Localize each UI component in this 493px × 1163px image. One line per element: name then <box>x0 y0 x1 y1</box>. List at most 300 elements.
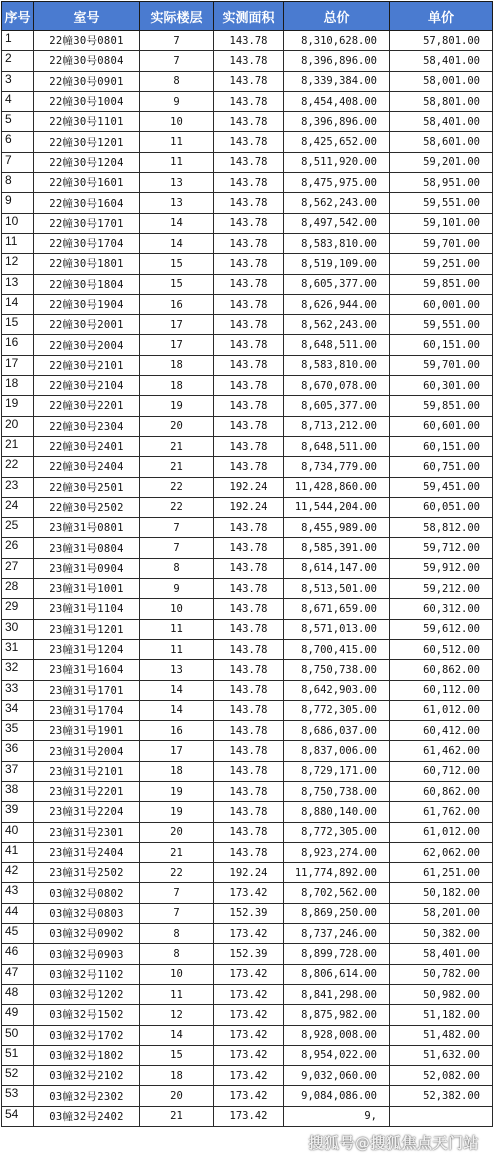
cell-floor: 14 <box>140 680 214 700</box>
cell-area: 143.78 <box>214 599 284 619</box>
table-row <box>2 903 493 923</box>
table-row <box>2 376 493 396</box>
cell-unit: 22幢30号0804 <box>34 51 140 71</box>
header-seq: 序号 <box>2 2 34 31</box>
cell-total-price: 8,686,037.00 <box>284 721 390 741</box>
cell-total-price: 11,774,892.00 <box>284 863 390 883</box>
cell-unit: 23幢31号1204 <box>34 639 140 659</box>
table-row <box>2 1025 493 1045</box>
cell-seq: 51 <box>2 1045 34 1065</box>
table-row <box>2 822 493 842</box>
cell-area: 143.78 <box>214 558 284 578</box>
cell-seq: 41 <box>2 842 34 862</box>
cell-floor: 8 <box>140 558 214 578</box>
cell-unit-price: 59,612.00 <box>390 619 493 639</box>
cell-total-price: 8,750,738.00 <box>284 781 390 801</box>
cell-unit-price: 59,851.00 <box>390 274 493 294</box>
cell-seq: 25 <box>2 518 34 538</box>
cell-area: 143.78 <box>214 213 284 233</box>
cell-unit-price: 58,951.00 <box>390 173 493 193</box>
cell-seq: 20 <box>2 416 34 436</box>
cell-unit-price: 59,701.00 <box>390 355 493 375</box>
cell-total-price: 8,585,391.00 <box>284 538 390 558</box>
cell-unit: 22幢30号1801 <box>34 254 140 274</box>
cell-total-price: 8,772,305.00 <box>284 700 390 720</box>
cell-floor: 13 <box>140 173 214 193</box>
cell-unit-price: 58,401.00 <box>390 944 493 964</box>
cell-area: 143.78 <box>214 639 284 659</box>
cell-unit-price: 62,062.00 <box>390 842 493 862</box>
cell-floor: 20 <box>140 1086 214 1106</box>
table-row <box>2 538 493 558</box>
cell-unit: 22幢30号2101 <box>34 355 140 375</box>
table-row <box>2 802 493 822</box>
cell-unit: 22幢30号1701 <box>34 213 140 233</box>
cell-total-price: 8,583,810.00 <box>284 355 390 375</box>
cell-unit: 22幢30号2502 <box>34 497 140 517</box>
cell-area: 143.78 <box>214 842 284 862</box>
cell-area: 143.78 <box>214 233 284 253</box>
cell-unit: 23幢31号1104 <box>34 599 140 619</box>
cell-unit: 22幢30号1904 <box>34 294 140 314</box>
cell-unit-price: 61,762.00 <box>390 802 493 822</box>
cell-floor: 15 <box>140 274 214 294</box>
cell-total-price: 8,454,408.00 <box>284 91 390 111</box>
cell-seq: 31 <box>2 639 34 659</box>
watermark: 搜狐号@搜狐焦点天门站 <box>308 1134 479 1152</box>
cell-area: 143.78 <box>214 254 284 274</box>
cell-unit-price: 59,912.00 <box>390 558 493 578</box>
table-row <box>2 660 493 680</box>
cell-seq: 54 <box>2 1106 34 1126</box>
cell-seq: 13 <box>2 274 34 294</box>
cell-unit-price: 59,251.00 <box>390 254 493 274</box>
cell-unit-price: 60,312.00 <box>390 599 493 619</box>
cell-area: 143.78 <box>214 721 284 741</box>
cell-unit: 03幢32号1702 <box>34 1025 140 1045</box>
cell-unit: 03幢32号1202 <box>34 984 140 1004</box>
cell-unit: 23幢31号1604 <box>34 660 140 680</box>
cell-unit-price: 59,551.00 <box>390 193 493 213</box>
cell-unit-price: 59,701.00 <box>390 233 493 253</box>
cell-floor: 18 <box>140 355 214 375</box>
cell-seq: 28 <box>2 579 34 599</box>
header-row <box>2 2 493 31</box>
cell-floor: 22 <box>140 863 214 883</box>
cell-floor: 16 <box>140 294 214 314</box>
cell-total-price: 8,497,542.00 <box>284 213 390 233</box>
cell-floor: 18 <box>140 761 214 781</box>
cell-total-price: 9,032,060.00 <box>284 1066 390 1086</box>
cell-unit-price: 58,401.00 <box>390 112 493 132</box>
cell-area: 143.78 <box>214 781 284 801</box>
table-row <box>2 721 493 741</box>
cell-floor: 18 <box>140 1066 214 1086</box>
cell-seq: 47 <box>2 964 34 984</box>
cell-floor: 14 <box>140 233 214 253</box>
cell-unit-price: 59,212.00 <box>390 579 493 599</box>
cell-seq: 34 <box>2 700 34 720</box>
cell-floor: 22 <box>140 477 214 497</box>
header-total-price: 总价 <box>284 2 390 31</box>
cell-total-price: 8,571,013.00 <box>284 619 390 639</box>
cell-unit: 23幢31号2201 <box>34 781 140 801</box>
table-row <box>2 416 493 436</box>
cell-floor: 22 <box>140 497 214 517</box>
cell-unit-price: 58,001.00 <box>390 71 493 91</box>
table-row <box>2 436 493 456</box>
cell-unit: 22幢30号2001 <box>34 315 140 335</box>
cell-floor: 7 <box>140 51 214 71</box>
cell-seq: 44 <box>2 903 34 923</box>
cell-unit-price: 59,712.00 <box>390 538 493 558</box>
cell-unit: 23幢31号2004 <box>34 741 140 761</box>
cell-unit: 22幢30号2004 <box>34 335 140 355</box>
cell-area: 143.78 <box>214 822 284 842</box>
cell-unit-price: 58,201.00 <box>390 903 493 923</box>
cell-unit: 03幢32号0802 <box>34 883 140 903</box>
cell-unit: 03幢32号1102 <box>34 964 140 984</box>
cell-unit-price: 60,112.00 <box>390 680 493 700</box>
cell-area: 143.78 <box>214 376 284 396</box>
cell-area: 143.78 <box>214 274 284 294</box>
cell-unit-price: 60,301.00 <box>390 376 493 396</box>
cell-unit-price: 52,082.00 <box>390 1066 493 1086</box>
cell-unit: 03幢32号2102 <box>34 1066 140 1086</box>
header-area: 实测面积 <box>214 2 284 31</box>
cell-seq: 9 <box>2 193 34 213</box>
cell-area: 173.42 <box>214 984 284 1004</box>
table-row <box>2 599 493 619</box>
cell-unit: 23幢31号2101 <box>34 761 140 781</box>
cell-unit-price: 60,001.00 <box>390 294 493 314</box>
cell-seq: 40 <box>2 822 34 842</box>
cell-unit-price: 58,601.00 <box>390 132 493 152</box>
cell-seq: 26 <box>2 538 34 558</box>
cell-total-price: 8,626,944.00 <box>284 294 390 314</box>
table-row <box>2 1086 493 1106</box>
cell-seq: 22 <box>2 457 34 477</box>
header-floor: 实际楼层 <box>140 2 214 31</box>
cell-seq: 8 <box>2 173 34 193</box>
cell-total-price: 8,869,250.00 <box>284 903 390 923</box>
table-row <box>2 497 493 517</box>
cell-floor: 13 <box>140 193 214 213</box>
cell-seq: 18 <box>2 376 34 396</box>
cell-total-price: 11,544,204.00 <box>284 497 390 517</box>
cell-unit-price: 60,151.00 <box>390 335 493 355</box>
table-row <box>2 112 493 132</box>
cell-unit-price: 52,382.00 <box>390 1086 493 1106</box>
table-row <box>2 173 493 193</box>
cell-total-price: 8,729,171.00 <box>284 761 390 781</box>
cell-floor: 8 <box>140 71 214 91</box>
cell-area: 143.78 <box>214 457 284 477</box>
cell-area: 143.78 <box>214 761 284 781</box>
cell-seq: 7 <box>2 152 34 172</box>
cell-unit-price: 60,862.00 <box>390 660 493 680</box>
cell-seq: 36 <box>2 741 34 761</box>
table-row <box>2 152 493 172</box>
header-unit-price: 单价 <box>390 2 493 31</box>
cell-floor: 7 <box>140 518 214 538</box>
cell-unit-price: 51,482.00 <box>390 1025 493 1045</box>
cell-total-price: 8,923,274.00 <box>284 842 390 862</box>
cell-unit-price: 61,251.00 <box>390 863 493 883</box>
cell-total-price: 8,519,109.00 <box>284 254 390 274</box>
cell-total-price: 8,928,008.00 <box>284 1025 390 1045</box>
cell-unit: 03幢32号0903 <box>34 944 140 964</box>
cell-area: 152.39 <box>214 903 284 923</box>
cell-unit: 22幢30号0801 <box>34 31 140 51</box>
cell-area: 173.42 <box>214 1086 284 1106</box>
cell-floor: 7 <box>140 31 214 51</box>
table-row <box>2 31 493 51</box>
cell-floor: 10 <box>140 964 214 984</box>
cell-unit-price: 60,151.00 <box>390 436 493 456</box>
cell-floor: 20 <box>140 416 214 436</box>
cell-seq: 14 <box>2 294 34 314</box>
cell-seq: 11 <box>2 233 34 253</box>
table-row <box>2 193 493 213</box>
cell-unit-price: 58,801.00 <box>390 91 493 111</box>
cell-area: 173.42 <box>214 1045 284 1065</box>
table-row <box>2 315 493 335</box>
cell-unit: 23幢31号1001 <box>34 579 140 599</box>
cell-unit-price: 60,712.00 <box>390 761 493 781</box>
table-row <box>2 396 493 416</box>
cell-total-price: 8,806,614.00 <box>284 964 390 984</box>
cell-total-price: 8,605,377.00 <box>284 396 390 416</box>
cell-unit: 03幢32号2302 <box>34 1086 140 1106</box>
cell-floor: 11 <box>140 619 214 639</box>
cell-total-price: 8,648,511.00 <box>284 335 390 355</box>
cell-total-price: 8,671,659.00 <box>284 599 390 619</box>
cell-unit: 03幢32号2402 <box>34 1106 140 1126</box>
cell-floor: 11 <box>140 132 214 152</box>
cell-seq: 19 <box>2 396 34 416</box>
cell-seq: 2 <box>2 51 34 71</box>
cell-total-price: 8,396,896.00 <box>284 51 390 71</box>
cell-area: 143.78 <box>214 51 284 71</box>
header-unit: 室号 <box>34 2 140 31</box>
cell-total-price: 8,880,140.00 <box>284 802 390 822</box>
cell-seq: 52 <box>2 1066 34 1086</box>
table-row <box>2 741 493 761</box>
table-row <box>2 639 493 659</box>
cell-seq: 45 <box>2 924 34 944</box>
cell-unit: 22幢30号1204 <box>34 152 140 172</box>
cell-area: 143.78 <box>214 173 284 193</box>
cell-unit: 23幢31号1704 <box>34 700 140 720</box>
cell-unit: 22幢30号2104 <box>34 376 140 396</box>
cell-seq: 32 <box>2 660 34 680</box>
cell-unit-price: 60,412.00 <box>390 721 493 741</box>
cell-floor: 19 <box>140 396 214 416</box>
cell-area: 173.42 <box>214 924 284 944</box>
cell-unit: 22幢30号2304 <box>34 416 140 436</box>
cell-area: 143.78 <box>214 802 284 822</box>
cell-seq: 10 <box>2 213 34 233</box>
cell-total-price: 8,700,415.00 <box>284 639 390 659</box>
cell-unit: 23幢31号0801 <box>34 518 140 538</box>
cell-unit: 23幢31号0804 <box>34 538 140 558</box>
cell-unit: 23幢31号2502 <box>34 863 140 883</box>
cell-total-price: 8,750,738.00 <box>284 660 390 680</box>
cell-floor: 14 <box>140 700 214 720</box>
cell-unit-price: 51,182.00 <box>390 1005 493 1025</box>
cell-seq: 35 <box>2 721 34 741</box>
cell-seq: 17 <box>2 355 34 375</box>
cell-unit-price: 61,012.00 <box>390 700 493 720</box>
table-row <box>2 680 493 700</box>
cell-area: 143.78 <box>214 619 284 639</box>
cell-unit-price: 61,462.00 <box>390 741 493 761</box>
cell-floor: 14 <box>140 1025 214 1045</box>
cell-unit-price: 57,801.00 <box>390 31 493 51</box>
table-row <box>2 700 493 720</box>
cell-total-price: 8,475,975.00 <box>284 173 390 193</box>
cell-total-price: 8,670,078.00 <box>284 376 390 396</box>
table-row <box>2 984 493 1004</box>
cell-seq: 15 <box>2 315 34 335</box>
cell-area: 192.24 <box>214 863 284 883</box>
cell-unit: 23幢31号1201 <box>34 619 140 639</box>
cell-area: 143.78 <box>214 335 284 355</box>
cell-unit-price <box>390 1106 493 1126</box>
cell-total-price: 8,511,920.00 <box>284 152 390 172</box>
cell-unit: 22幢30号0901 <box>34 71 140 91</box>
cell-total-price: 8,737,246.00 <box>284 924 390 944</box>
table-row <box>2 132 493 152</box>
cell-area: 143.78 <box>214 294 284 314</box>
cell-floor: 11 <box>140 639 214 659</box>
cell-unit: 03幢32号0902 <box>34 924 140 944</box>
cell-floor: 16 <box>140 721 214 741</box>
cell-seq: 1 <box>2 31 34 51</box>
cell-unit-price: 51,632.00 <box>390 1045 493 1065</box>
cell-floor: 10 <box>140 599 214 619</box>
cell-seq: 5 <box>2 112 34 132</box>
cell-floor: 15 <box>140 254 214 274</box>
cell-total-price: 8,837,006.00 <box>284 741 390 761</box>
cell-unit: 22幢30号1201 <box>34 132 140 152</box>
cell-total-price: 8,583,810.00 <box>284 233 390 253</box>
cell-total-price: 8,425,652.00 <box>284 132 390 152</box>
cell-floor: 9 <box>140 91 214 111</box>
cell-seq: 53 <box>2 1086 34 1106</box>
cell-seq: 39 <box>2 802 34 822</box>
cell-total-price: 8,899,728.00 <box>284 944 390 964</box>
table-row <box>2 1005 493 1025</box>
cell-area: 143.78 <box>214 680 284 700</box>
cell-total-price: 8,642,903.00 <box>284 680 390 700</box>
cell-total-price: 8,614,147.00 <box>284 558 390 578</box>
cell-area: 143.78 <box>214 436 284 456</box>
cell-floor: 12 <box>140 1005 214 1025</box>
cell-total-price: 9,084,086.00 <box>284 1086 390 1106</box>
cell-unit-price: 60,512.00 <box>390 639 493 659</box>
cell-floor: 17 <box>140 741 214 761</box>
table-row <box>2 1066 493 1086</box>
cell-area: 143.78 <box>214 741 284 761</box>
table-row <box>2 233 493 253</box>
cell-unit: 22幢30号1804 <box>34 274 140 294</box>
cell-unit-price: 59,451.00 <box>390 477 493 497</box>
cell-unit: 22幢30号1704 <box>34 233 140 253</box>
cell-unit: 23幢31号2204 <box>34 802 140 822</box>
cell-unit: 03幢32号0803 <box>34 903 140 923</box>
table-row <box>2 91 493 111</box>
table-row <box>2 1106 493 1126</box>
table-row <box>2 477 493 497</box>
cell-unit-price: 59,101.00 <box>390 213 493 233</box>
cell-unit-price: 60,601.00 <box>390 416 493 436</box>
cell-seq: 29 <box>2 599 34 619</box>
table-row <box>2 761 493 781</box>
cell-area: 143.78 <box>214 700 284 720</box>
cell-area: 143.78 <box>214 518 284 538</box>
cell-area: 143.78 <box>214 112 284 132</box>
cell-unit: 03幢32号1502 <box>34 1005 140 1025</box>
cell-area: 192.24 <box>214 477 284 497</box>
cell-unit-price: 50,782.00 <box>390 964 493 984</box>
cell-seq: 27 <box>2 558 34 578</box>
cell-unit: 23幢31号2404 <box>34 842 140 862</box>
cell-floor: 9 <box>140 579 214 599</box>
cell-area: 143.78 <box>214 193 284 213</box>
cell-seq: 43 <box>2 883 34 903</box>
cell-unit: 23幢31号0904 <box>34 558 140 578</box>
cell-seq: 23 <box>2 477 34 497</box>
cell-floor: 8 <box>140 924 214 944</box>
cell-unit-price: 59,851.00 <box>390 396 493 416</box>
cell-unit-price: 59,201.00 <box>390 152 493 172</box>
table-row <box>2 457 493 477</box>
cell-area: 143.78 <box>214 71 284 91</box>
cell-unit-price: 58,401.00 <box>390 51 493 71</box>
cell-seq: 21 <box>2 436 34 456</box>
cell-total-price: 8,954,022.00 <box>284 1045 390 1065</box>
cell-seq: 49 <box>2 1005 34 1025</box>
cell-unit-price: 60,862.00 <box>390 781 493 801</box>
cell-floor: 17 <box>140 335 214 355</box>
cell-seq: 48 <box>2 984 34 1004</box>
cell-seq: 16 <box>2 335 34 355</box>
cell-seq: 46 <box>2 944 34 964</box>
cell-area: 143.78 <box>214 416 284 436</box>
cell-seq: 33 <box>2 680 34 700</box>
table-header <box>2 2 493 31</box>
cell-unit: 22幢30号1601 <box>34 173 140 193</box>
table-row <box>2 254 493 274</box>
table-row <box>2 518 493 538</box>
cell-total-price: 8,562,243.00 <box>284 315 390 335</box>
cell-floor: 17 <box>140 315 214 335</box>
table-row <box>2 51 493 71</box>
cell-area: 143.78 <box>214 315 284 335</box>
cell-unit-price: 50,982.00 <box>390 984 493 1004</box>
cell-unit: 23幢31号1701 <box>34 680 140 700</box>
cell-area: 173.42 <box>214 964 284 984</box>
cell-total-price: 8,396,896.00 <box>284 112 390 132</box>
cell-area: 173.42 <box>214 883 284 903</box>
cell-seq: 12 <box>2 254 34 274</box>
table-row <box>2 863 493 883</box>
cell-total-price: 8,310,628.00 <box>284 31 390 51</box>
cell-unit: 23幢31号1901 <box>34 721 140 741</box>
table-row <box>2 213 493 233</box>
